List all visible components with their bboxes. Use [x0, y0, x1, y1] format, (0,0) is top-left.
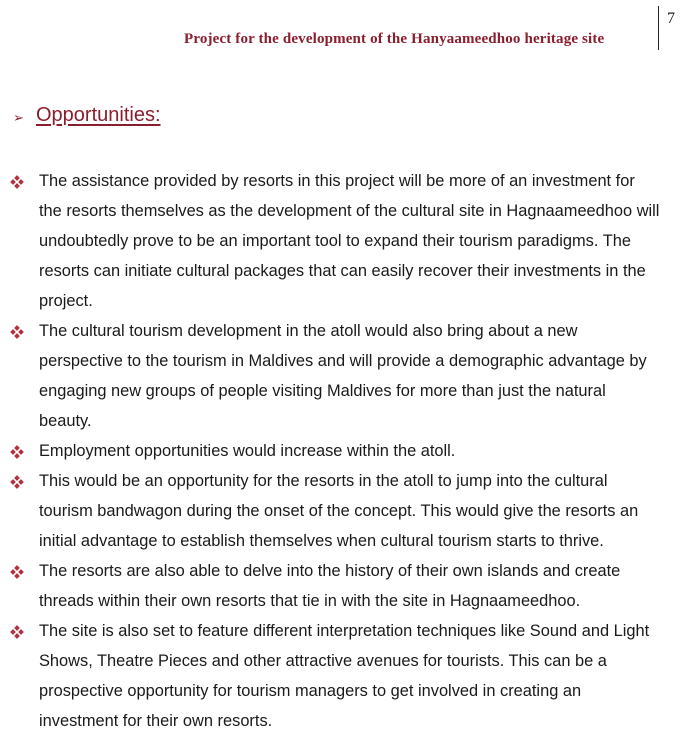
four-diamond-bullet-icon — [11, 566, 23, 578]
four-diamond-bullet-icon — [11, 176, 23, 188]
header-title: Project for the development of the Hanyaameedhoo heritage site — [184, 31, 605, 47]
list-item — [0, 436, 680, 466]
list-item — [0, 316, 680, 436]
list-item-text: The assistance provided by resorts in this project will be more of an investment for the resorts themselves as the development of the cultural site in Hagnaameedhoo will undoubtedly prove to be an important tool to expand their tourism paradigms. The resorts can initiate cultural packages that can easily recover their investments in the project. — [39, 172, 660, 310]
list-item-text: This would be an opportunity for the resorts in the atoll to jump into the cultural tourism bandwagon during the onset of the concept. This would give the resorts an initial advantage to establish themselves when cultural tourism starts to thrive. — [39, 472, 639, 550]
four-diamond-bullet-icon — [11, 626, 23, 638]
page-number: 7 — [667, 10, 675, 27]
section-heading: Opportunities: — [36, 104, 161, 126]
list-item — [0, 616, 680, 736]
list-item-text: The cultural tourism development in the atoll would also bring about a new perspective to the tourism in Maldives and will provide a demographic advantage by engaging new groups of people visiting Maldives for more than just the natural beauty. — [39, 322, 647, 430]
four-diamond-bullet-icon — [11, 446, 23, 458]
list-item-text: Employment opportunities would increase within the atoll. — [39, 442, 456, 460]
arrowhead-bullet-icon: ➢ — [13, 110, 24, 125]
four-diamond-bullet-icon — [11, 326, 23, 338]
list-item-text: The site is also set to feature different interpretation techniques like Sound and Light Shows, Theatre Pieces and other attractive avenues for tourists. This can be a prospective opportunity for tourism managers to get involved in creating an investment for their own resorts. — [39, 622, 650, 730]
list-item-text: The resorts are also able to delve into the history of their own islands and create threads within their own resorts that tie in with the site in Hagnaameedhoo. — [39, 562, 621, 610]
opportunities-list — [0, 166, 680, 736]
header-rule — [658, 6, 659, 50]
list-item — [0, 556, 680, 616]
four-diamond-bullet-icon — [11, 476, 23, 488]
list-item — [0, 466, 680, 556]
list-item — [0, 166, 680, 316]
